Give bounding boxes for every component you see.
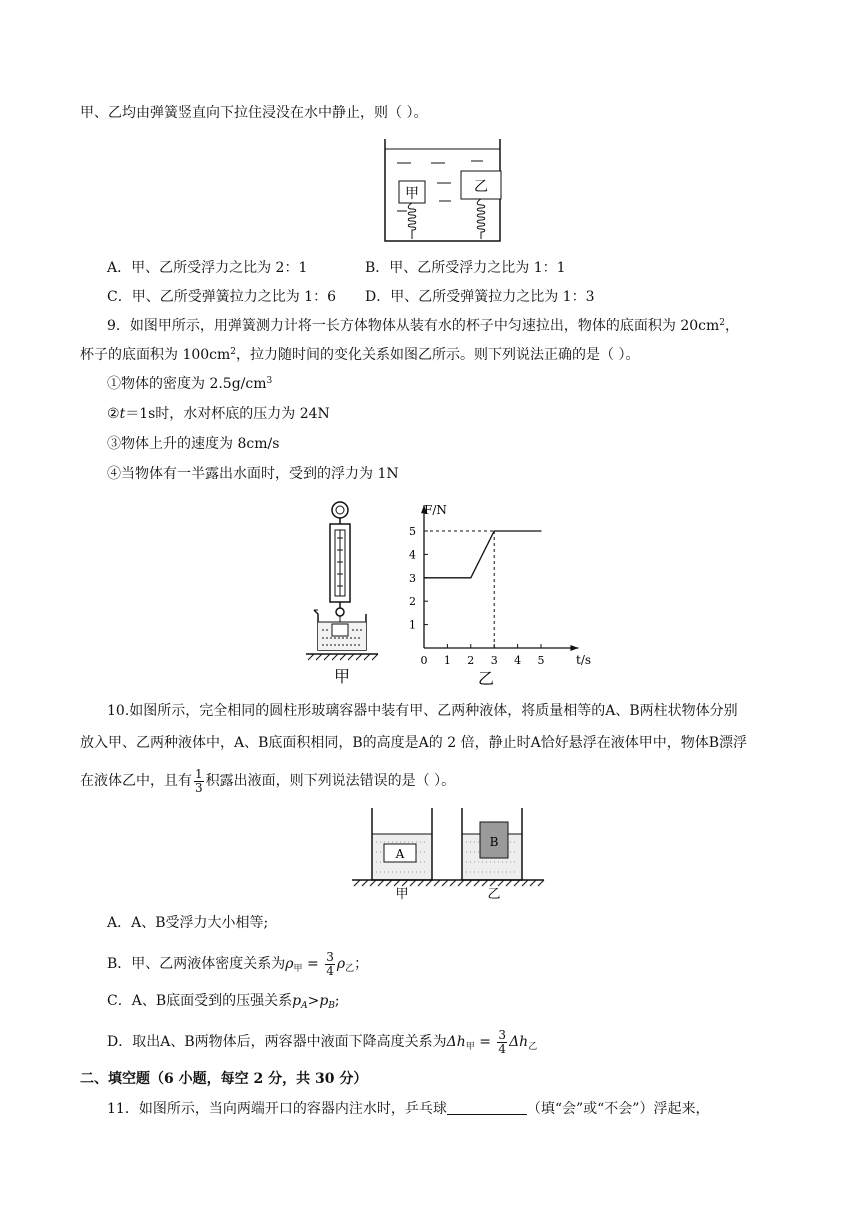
q9-label-jia: 甲 — [333, 667, 351, 686]
q11-stem: 11．如图所示，当向两端开口的容器内注水时，乒乓球 （填“会”或“不会”）浮起来， — [107, 1101, 710, 1117]
q9-statement-4: ④当物体有一半露出水面时，受到的浮力为 1N — [107, 466, 399, 482]
chart-y-tick-label: 4 — [409, 548, 416, 562]
q10-stem-line2: 放入甲、乙两种液体中，A、B底面积相同，B的高度是A的 2 倍，静止时A恰好悬浮在液体甲中，物体B漂浮 — [80, 735, 748, 751]
q10-label-A: A — [395, 847, 405, 861]
q10-option-b: B．甲、乙两液体密度关系为$\rho_甲$ = $\frac{3}{4}$ $\rho_乙$； — [107, 949, 369, 978]
q8-label-yi: 乙 — [474, 179, 488, 195]
chart-x-tick-label: 4 — [514, 654, 522, 667]
chart-y-tick-label: 3 — [409, 571, 416, 585]
q10-stem-line3: 在液体乙中，且有 $\frac{1}{3}$ 积露出液面，则下列说法错误的是（ ）。 — [80, 766, 456, 795]
chart-y-tick-label: 2 — [409, 595, 416, 609]
chart-x-tick-label: 5 — [537, 654, 545, 667]
q9-label-yi: 乙 — [477, 669, 495, 688]
q11-answer-blank[interactable] — [447, 1100, 527, 1115]
q9-stem-line2: 杯子的底面积为 $100cm^2$，拉力随时间的变化关系如图乙所示。则下列说法正确的是（ ）。 — [80, 347, 640, 363]
q10-option-a: A．A、B受浮力大小相等; — [107, 915, 269, 931]
q9-statement-1: ①物体的密度为 $2.5g/cm^3$ — [107, 376, 273, 392]
q10-containers-figure — [350, 806, 550, 902]
q9-spring-scale-figure — [302, 498, 382, 686]
chart-x-tick-label: 0 — [420, 654, 428, 667]
q8-stem: 甲、乙均由弹簧竖直向下拉住浸没在水中静止，则（ ）。 — [80, 105, 428, 121]
chart-x-axis-arrow — [570, 645, 578, 651]
q8-option-d: D．甲、乙所受弹簧拉力之比为 1：3 — [365, 289, 595, 305]
chart-point — [423, 577, 424, 578]
q9-statement-2: ②t＝1s时，水对杯底的压力为 24N — [107, 406, 330, 422]
q9-force-time-chart — [400, 498, 600, 688]
q9-statement-3: ③物体上升的速度为 8cm/s — [107, 436, 280, 452]
section-title-fill-in: 二、填空题（6 小题，每空 2 分，共 30 分） — [80, 1071, 368, 1087]
q10-label-jia: 甲 — [395, 887, 409, 902]
chart-xlabel: t/s — [576, 653, 592, 667]
chart-y-tick-label: 1 — [409, 618, 416, 632]
chart-point — [494, 530, 495, 531]
chart-x-tick-label: 2 — [467, 654, 475, 667]
q8-spring-figure — [383, 137, 503, 245]
q10-option-c: C．A、B底面受到的压强关系$p_A>p_B$; — [107, 993, 340, 1011]
chart-x-tick-label: 1 — [443, 654, 451, 667]
q8-option-c: C．甲、乙所受弹簧拉力之比为 1：6 — [107, 289, 336, 305]
q10-label-B: B — [489, 835, 499, 849]
q9-stem-line1: 9．如图甲所示，用弹簧测力计将一长方体物体从装有水的杯子中匀速拉出，物体的底面积为 $20cm^2$， — [107, 318, 740, 334]
chart-series-line — [424, 531, 541, 578]
chart-ylabel: F/N — [424, 503, 447, 517]
chart-point — [470, 577, 471, 578]
chart-x-tick-label: 3 — [490, 654, 498, 667]
q10-label-yi: 乙 — [487, 887, 501, 902]
q8-option-a: A．甲、乙所受浮力之比为 2：1 — [107, 260, 308, 276]
q8-option-b: B．甲、乙所受浮力之比为 1：1 — [365, 260, 566, 276]
q10-option-d: D．取出A、B两物体后，两容器中液面下降高度关系为$\Delta h_甲$ = $\frac{3}{4}$ $\Delta h_乙$ — [107, 1027, 538, 1056]
chart-y-tick-label: 5 — [409, 525, 416, 538]
q10-stem-line1: 10.如图所示，完全相同的圆柱形玻璃容器中装有甲、乙两种液体，将质量相等的A、B两柱状物体分别 — [107, 703, 738, 719]
chart-point — [540, 530, 541, 531]
q8-label-jia: 甲 — [405, 186, 419, 202]
